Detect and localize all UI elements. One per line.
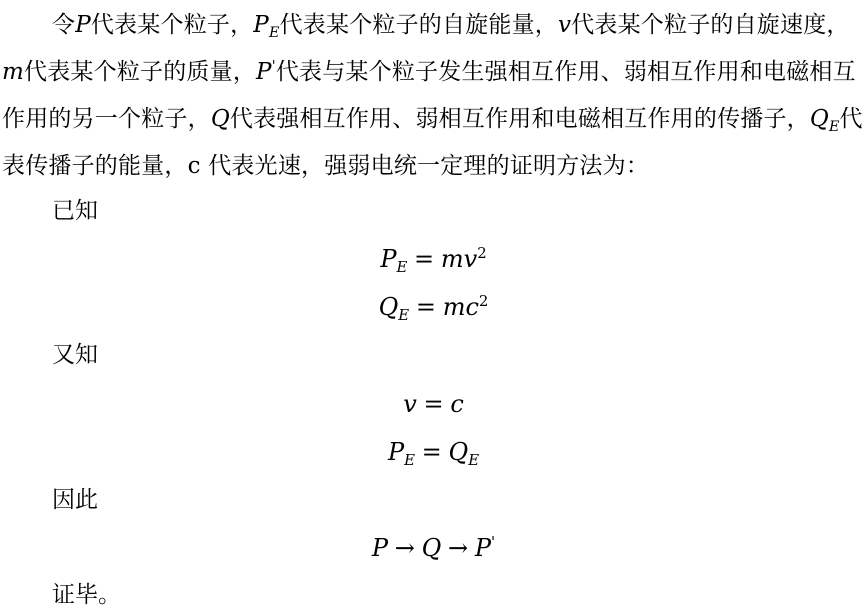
eq-symbol: c (450, 390, 464, 418)
symbol-p-prime (256, 59, 276, 85)
text-segment: 代表光速，强弱电统一定理的证明方法为： (200, 153, 650, 179)
label-known: 已知 (52, 198, 98, 224)
equation-qe-mc2 (0, 292, 867, 325)
text-segment: 代表某个粒子的质量， (24, 59, 257, 85)
equation-pe-qe (0, 437, 867, 470)
symbol-v: v (558, 12, 572, 38)
equation-p-q-pprime (0, 533, 867, 563)
eq-subscript: E (404, 451, 415, 470)
eq-symbol: mc (442, 293, 479, 321)
symbol-base: P (256, 59, 272, 85)
eq-superscript: 2 (477, 244, 487, 263)
text-segment: 代表传播子的能量， (2, 106, 863, 179)
symbol-subscript: E (268, 24, 280, 41)
text-segment: 代表与某个粒子发生强相互作用、弱相互作用和电磁相互作用的另一个粒子， (2, 59, 856, 132)
text-segment: 令 (52, 12, 76, 38)
eq-operator: = (414, 245, 435, 273)
symbol-base: P (253, 12, 269, 38)
eq-symbol: mv (440, 245, 478, 273)
eq-symbol: Q (421, 534, 442, 562)
eq-symbol: P (380, 245, 397, 273)
symbol-subscript: E (828, 118, 840, 135)
eq-symbol: Q (448, 438, 469, 466)
eq-symbol: v (403, 390, 417, 418)
symbol-c: c (187, 153, 201, 179)
text-segment: 代表某个粒子的自旋能量， (279, 12, 558, 38)
symbol-q: Q (210, 106, 230, 132)
label-qed: 证毕。 (52, 582, 121, 608)
text-segment: 代表某个粒子， (90, 12, 254, 38)
eq-subscript: E (398, 306, 410, 325)
label-also-known: 又知 (52, 342, 98, 368)
eq-symbol: Q (378, 293, 399, 321)
eq-subscript: E (396, 258, 408, 277)
symbol-qe (809, 106, 840, 135)
eq-symbol: P (371, 534, 389, 562)
intro-paragraph (2, 2, 864, 190)
eq-operator: = (423, 390, 444, 418)
arrow-icon: → (394, 534, 415, 562)
symbol-p: P (75, 12, 91, 38)
symbol-pe (253, 12, 280, 41)
arrow-icon: → (448, 534, 469, 562)
eq-subscript: E (468, 451, 480, 470)
eq-symbol: P (474, 534, 491, 562)
equation-v-c (0, 389, 867, 419)
text-segment: 代表某个粒子的自旋速度， (571, 12, 850, 38)
symbol-base: Q (809, 106, 829, 132)
eq-operator: = (421, 438, 442, 466)
eq-operator: = (415, 293, 436, 321)
symbol-prime: ' (271, 58, 276, 75)
symbol-m: m (2, 59, 25, 85)
eq-prime: ' (491, 533, 496, 552)
label-therefore: 因此 (52, 487, 98, 513)
eq-symbol: P (387, 438, 405, 466)
eq-superscript: 2 (478, 292, 489, 311)
equation-pe-mv2 (0, 244, 867, 277)
text-segment: 代表强相互作用、弱相互作用和电磁相互作用的传播子， (229, 106, 810, 132)
